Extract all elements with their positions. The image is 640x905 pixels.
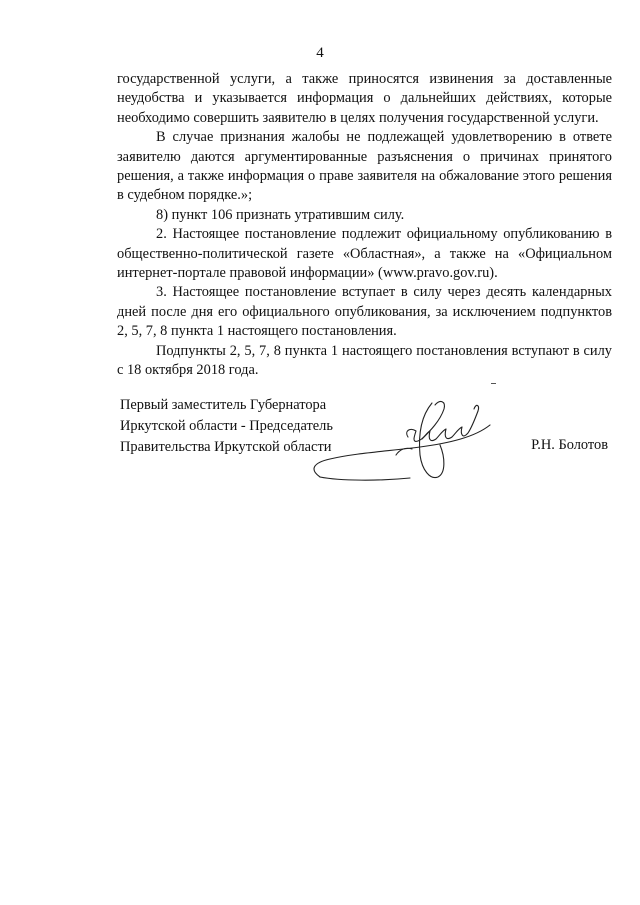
document-body [117, 70, 612, 381]
handwritten-signature [300, 385, 500, 495]
paragraph: государственной услуги, а также приносятся извинения за доставленные неудобства и указывается информация о дальнейших действиях, которые необходимо совершить заявителю в целях получения государственной услуги. [117, 71, 612, 126]
signatory-title-line: Первый заместитель Губернатора [120, 397, 327, 413]
paragraph: 2. Настоящее постановление подлежит официальному опубликованию в общественно-политической газете «Областная», а также на «Официальном интернет-портале правовой информации» (www.pravo.gov.ru). [117, 226, 612, 282]
signatory-title-line: Иркутской области - Председатель [120, 418, 333, 434]
paragraph: В случае признания жалобы не подлежащей удовлетворению в ответе заявителю даются аргументированные разъяснения о причинах принятого решения, а также информация о праве заявителя на обжалование этого решения в судебном порядке.»; [117, 129, 612, 204]
signatory-title-line: Правительства Иркутской области [120, 439, 332, 455]
paragraph: Подпункты 2, 5, 7, 8 пункта 1 настоящего постановления вступают в силу с 18 октября 2018 года. [117, 342, 612, 379]
page-number: 4 [316, 45, 324, 61]
signatory-name: Р.Н. Болотов [531, 437, 608, 453]
paragraph: 8) пункт 106 признать утратившим силу. [156, 206, 405, 223]
paragraph: 3. Настоящее постановление вступает в силу через десять календарных дней после дня его официального опубликования, за исключением подпунктов 2, 5, 7, 8 пункта 1 настоящего постановления. [117, 284, 612, 340]
scan-mark [491, 383, 496, 384]
